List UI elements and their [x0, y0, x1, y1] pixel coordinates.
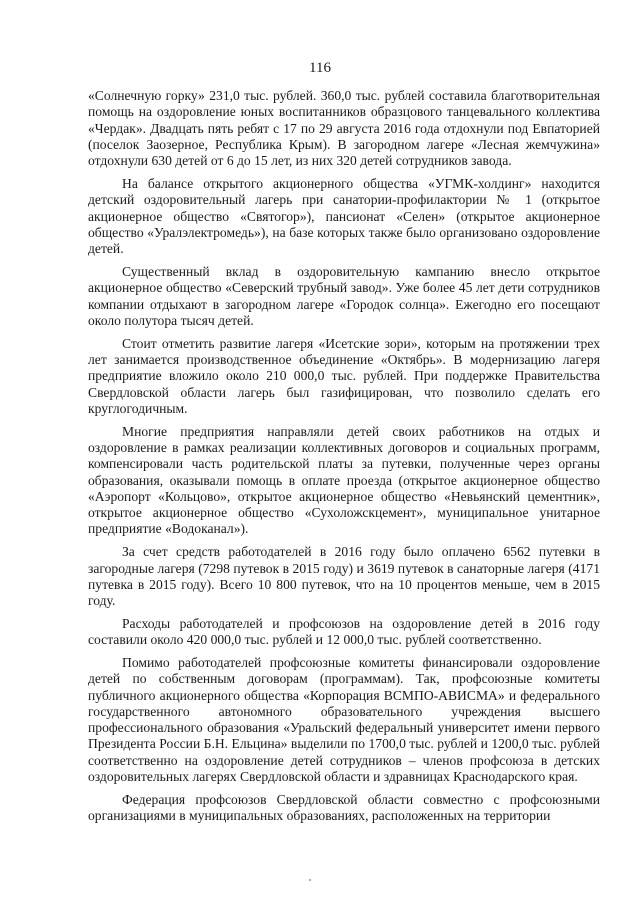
page-number: 116	[309, 60, 331, 76]
paragraph-8: Помимо работодателей профсоюзные комитеты финансировали оздоровление детей по собственным договорам (программам). Так, профсоюзные комитеты публичного акционерного общества «Корпорация ВСМПО-АВИСМА» и федерального государственного автономного образовательного учреждения высшего профессионального образования «Уральский федеральный университет имени первого Президента России Б.Н. Ельцина» выделили по 1700,0 тыс. рублей и 1200,0 тыс. рублей соответственно на оздоровление детей сотрудников – членов профсоюза в детских оздоровительных лагерях Свердловской области и здравницах Краснодарского края.	[88, 655, 600, 785]
paragraph-5: Многие предприятия направляли детей своих работников на отдых и оздоровление в рамках реализации коллективных договоров и социальных программ, компенсировали часть родительской платы за путевки, полученные через органы образования, оказывали помощь в оплате проезда (открытое акционерное общество «Аэропорт «Кольцово», открытое акционерное общество «Невьянский цементник», открытое акционерное общество «Сухоложскцемент», муниципальное унитарное предприятие «Водоканал»).	[88, 423, 600, 537]
paragraph-1: «Солнечную горку» 231,0 тыс. рублей. 360,0 тыс. рублей составила благотворительная помощь на оздоровление юных воспитанников образцового танцевального коллектива «Чердак». Двадцать пять ребят с 17 по 29 августа 2016 года отдохнули под Евпаторией (поселок Заозерное, Республика Крым). В загородном лагере «Лесная жемчужина» отдохнули 630 детей от 6 до 15 лет, из них 320 детей сотрудников завода.	[88, 88, 600, 169]
document-body	[88, 88, 600, 831]
paragraph-7: Расходы работодателей и профсоюзов на оздоровление детей в 2016 году составили около 420 000,0 тыс. рублей и 12 000,0 тыс. рублей соответственно.	[88, 615, 600, 648]
scan-speck	[309, 879, 311, 881]
paragraph-4: Стоит отметить развитие лагеря «Исетские зори», которым на протяжении трех лет занимается производственное объединение «Октябрь». В модернизацию лагеря предприятие вложило около 210 000,0 тыс. рублей. При поддержке Правительства Свердловской области лагерь был газифицирован, что позволило сделать его круглогодичным.	[88, 335, 600, 416]
paragraph-3: Существенный вклад в оздоровительную кампанию внесло открытое акционерное общество «Северский трубный завод». Уже более 45 лет дети сотрудников компании отдыхают в загородном лагере «Городок солнца». Ежегодно его посещают около полутора тысяч детей.	[88, 263, 600, 328]
paragraph-9: Федерация профсоюзов Свердловской области совместно с профсоюзными организациями в муниципальных образованиях, расположенных на территории	[88, 791, 600, 824]
paragraph-2: На балансе открытого акционерного общества «УГМК-холдинг» находится детский оздоровительный лагерь при санатории-профилактории № 1 (открытое акционерное общество «Святогор»), пансионат «Селен» (открытое акционерное общество «Уралэлектромедь»), на базе которых также было организовано оздоровление детей.	[88, 175, 600, 257]
paragraph-6: За счет средств работодателей в 2016 году было оплачено 6562 путевки в загородные лагеря (7298 путевок в 2015 году) и 3619 путевок в санаторные лагеря (4171 путевка в 2015 году). Всего 10 800 путевок, что на 10 процентов меньше, чем в 2015 году.	[88, 544, 600, 609]
